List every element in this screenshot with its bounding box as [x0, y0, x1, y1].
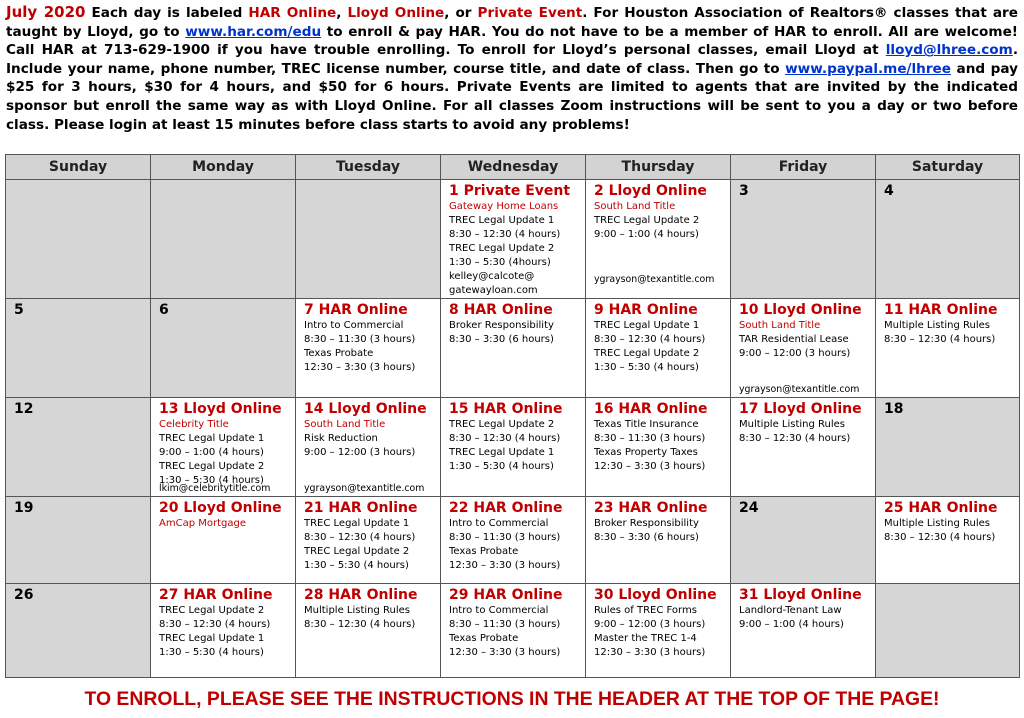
- day-cell-21[interactable]: [296, 497, 441, 584]
- day-line: 9:00 – 1:00 (4 hours): [159, 447, 264, 458]
- day-line: Multiple Listing Rules: [304, 605, 411, 616]
- day-line: Texas Probate: [304, 348, 374, 359]
- day-line: 8:30 – 3:30 (6 hours): [594, 532, 699, 543]
- day-line: Risk Reduction: [304, 433, 378, 444]
- day-cell-22[interactable]: [441, 497, 586, 584]
- day-cell-13[interactable]: [151, 398, 296, 497]
- paypal-link[interactable]: www.paypal.me/lhree: [785, 60, 951, 77]
- day-line: 9:00 – 12:00 (3 hours): [304, 447, 416, 458]
- weekday-monday: Monday: [151, 155, 296, 180]
- day-cell-8[interactable]: [441, 299, 586, 398]
- day-line: Intro to Commercial: [449, 518, 549, 529]
- weekday-thursday: Thursday: [586, 155, 731, 180]
- day-line: Texas Title Insurance: [594, 419, 699, 430]
- day-email: ygrayson@texantitle.com: [594, 274, 715, 285]
- day-line: 8:30 – 12:30 (4 hours): [884, 532, 996, 543]
- day-cell-1[interactable]: [441, 180, 586, 299]
- day-title: 30 Lloyd Online: [594, 587, 717, 603]
- day-cell-10[interactable]: [731, 299, 876, 398]
- day-cell-empty: [151, 180, 296, 299]
- day-title: 7 HAR Online: [304, 302, 408, 318]
- day-line: TREC Legal Update 2: [159, 605, 265, 616]
- day-line: 8:30 – 11:30 (3 hours): [304, 334, 416, 345]
- day-line: Intro to Commercial: [304, 320, 404, 331]
- day-title: 9 HAR Online: [594, 302, 698, 318]
- day-cell-12: [6, 398, 151, 497]
- day-line: 8:30 – 12:30 (4 hours): [739, 433, 851, 444]
- day-line: 1:30 – 5:30 (4 hours): [304, 560, 409, 571]
- day-cell-24: [731, 497, 876, 584]
- day-line: 8:30 – 12:30 (4 hours): [884, 334, 996, 345]
- day-line: 8:30 – 11:30 (3 hours): [449, 619, 561, 630]
- header-text: to enroll & pay HAR. You do not have to be a member of HAR to enroll. All are welcome! Call HAR at 713-629-1900 if you have trouble enrolling. To enroll for Lloyd’s personal classes, email Lloyd at: [6, 23, 1018, 59]
- day-cell-26: [6, 584, 151, 678]
- label-private-event: Private Event: [477, 5, 583, 21]
- day-line: 8:30 – 12:30 (4 hours): [304, 532, 416, 543]
- day-sponsor: South Land Title: [594, 201, 676, 212]
- day-title: 3: [739, 183, 749, 199]
- weekday-sunday: Sunday: [6, 155, 151, 180]
- day-title: 18: [884, 401, 904, 417]
- day-title: 29 HAR Online: [449, 587, 563, 603]
- day-line: TREC Legal Update 1: [449, 215, 555, 226]
- week-row-2: [6, 299, 1020, 398]
- instructions-header: [6, 3, 1018, 151]
- day-sponsor: South Land Title: [304, 419, 386, 430]
- day-cell-18: [876, 398, 1020, 497]
- day-title: 12: [14, 401, 34, 417]
- day-title: 31 Lloyd Online: [739, 587, 862, 603]
- day-title: 6: [159, 302, 169, 318]
- day-cell-4: [876, 180, 1020, 299]
- day-line: Intro to Commercial: [449, 605, 549, 616]
- day-cell-2[interactable]: [586, 180, 731, 299]
- day-line: 8:30 – 12:30 (4 hours): [449, 229, 561, 240]
- day-line: 12:30 – 3:30 (3 hours): [449, 647, 561, 658]
- day-line: 9:00 – 12:00 (3 hours): [594, 619, 706, 630]
- day-line: TREC Legal Update 1: [594, 320, 700, 331]
- header-text: ,: [336, 5, 348, 21]
- day-title: 26: [14, 587, 34, 603]
- weekday-saturday: Saturday: [876, 155, 1020, 180]
- day-line: TREC Legal Update 2: [449, 243, 555, 254]
- day-title: 14 Lloyd Online: [304, 401, 427, 417]
- day-line: 12:30 – 3:30 (3 hours): [449, 560, 561, 571]
- day-title: 13 Lloyd Online: [159, 401, 282, 417]
- day-line: Texas Property Taxes: [594, 447, 698, 458]
- day-line: TREC Legal Update 1: [159, 633, 265, 644]
- day-title: 2 Lloyd Online: [594, 183, 707, 199]
- day-title: 17 Lloyd Online: [739, 401, 862, 417]
- day-line: TREC Legal Update 1: [159, 433, 265, 444]
- day-sponsor: Celebrity Title: [159, 419, 229, 430]
- day-line: 9:00 – 12:00 (3 hours): [739, 348, 851, 359]
- day-cell-31[interactable]: [731, 584, 876, 678]
- lloyd-email-link[interactable]: lloyd@lhree.com: [885, 42, 1013, 59]
- day-line: TREC Legal Update 1: [304, 518, 410, 529]
- day-email: ygrayson@texantitle.com: [739, 384, 860, 395]
- header-text: and pay $25 for 3 hours, $30 for 4 hours, and $50 for 6 hours. Private Events are limited to agents that are invited by the indicated sponsor but enroll the same way as with Lloyd Online. For all classes Zoom instructions will be sent to you a day or two before class. Please login at least 15 minutes before class starts to avoid any problems!: [6, 60, 1018, 133]
- day-email: ygrayson@texantitle.com: [304, 483, 425, 494]
- day-cell-28[interactable]: [296, 584, 441, 678]
- day-line: TREC Legal Update 2: [304, 546, 410, 557]
- header-text: . For Houston Association of Realtors® classes that are taught by Lloyd, go to: [6, 5, 1018, 40]
- enroll-footer: TO ENROLL, PLEASE SEE THE INSTRUCTIONS IN THE HEADER AT THE TOP OF THE PAGE!: [84, 688, 940, 710]
- day-title: 22 HAR Online: [449, 500, 563, 516]
- day-line: 9:00 – 1:00 (4 hours): [594, 229, 699, 240]
- day-cell-16[interactable]: [586, 398, 731, 497]
- day-line: 1:30 – 5:30 (4 hours): [159, 647, 264, 658]
- day-cell-empty: [6, 180, 151, 299]
- day-line: Broker Responsibility: [594, 518, 699, 529]
- day-cell-23[interactable]: [586, 497, 731, 584]
- day-title: 21 HAR Online: [304, 500, 418, 516]
- day-email: lkim@celebritytitle.com: [159, 483, 271, 494]
- day-title: 5: [14, 302, 24, 318]
- day-line: gatewayloan.com: [449, 285, 538, 296]
- day-line: TREC Legal Update 1: [449, 447, 555, 458]
- day-cell-30[interactable]: [586, 584, 731, 678]
- har-edu-link[interactable]: www.har.com/edu: [185, 23, 322, 40]
- day-title: 27 HAR Online: [159, 587, 273, 603]
- day-line: Texas Probate: [449, 633, 519, 644]
- day-cell-14[interactable]: [296, 398, 441, 497]
- day-cell-27[interactable]: [151, 584, 296, 678]
- day-line: Rules of TREC Forms: [594, 605, 697, 616]
- day-title: 25 HAR Online: [884, 500, 998, 516]
- day-line: TREC Legal Update 2: [594, 215, 700, 226]
- day-cell-19: [6, 497, 151, 584]
- header-text: , or: [444, 5, 478, 21]
- day-line: Multiple Listing Rules: [739, 419, 846, 430]
- day-cell-empty: [296, 180, 441, 299]
- day-cell-15[interactable]: [441, 398, 586, 497]
- day-cell-20[interactable]: [151, 497, 296, 584]
- calendar-table: [5, 154, 1020, 678]
- week-row-5: [6, 584, 1020, 678]
- day-line: 8:30 – 11:30 (3 hours): [449, 532, 561, 543]
- day-line: TREC Legal Update 2: [449, 419, 555, 430]
- day-title: 20 Lloyd Online: [159, 500, 282, 516]
- day-line: TREC Legal Update 2: [159, 461, 265, 472]
- day-cell-11[interactable]: [876, 299, 1020, 398]
- day-line: 9:00 – 1:00 (4 hours): [739, 619, 844, 630]
- day-line: 12:30 – 3:30 (3 hours): [304, 362, 416, 373]
- day-line: 12:30 – 3:30 (3 hours): [594, 461, 706, 472]
- day-title: 8 HAR Online: [449, 302, 553, 318]
- day-title: 11 HAR Online: [884, 302, 998, 318]
- day-cell-9[interactable]: [586, 299, 731, 398]
- week-row-3: [6, 398, 1020, 497]
- day-line: 1:30 – 5:30 (4 hours): [594, 362, 699, 373]
- day-line: Master the TREC 1-4: [594, 633, 697, 644]
- week-row-1: [6, 180, 1020, 299]
- month-title: July 2020: [6, 3, 86, 21]
- day-line: 12:30 – 3:30 (3 hours): [594, 647, 706, 658]
- day-line: Broker Responsibility: [449, 320, 554, 331]
- label-lloyd-online: Lloyd Online: [347, 5, 445, 21]
- day-line: 8:30 – 12:30 (4 hours): [449, 433, 561, 444]
- weekday-friday: Friday: [731, 155, 876, 180]
- day-title: 23 HAR Online: [594, 500, 708, 516]
- day-line: TAR Residential Lease: [739, 334, 849, 345]
- day-line: 8:30 – 12:30 (4 hours): [159, 619, 271, 630]
- day-title: 1 Private Event: [449, 183, 571, 199]
- day-line: Texas Probate: [449, 546, 519, 557]
- label-har-online: HAR Online: [248, 5, 337, 21]
- header-text: . Include your name, phone number, TREC license number, course title, and date of class. Then go to: [6, 42, 1018, 77]
- day-line: 1:30 – 5:30 (4 hours): [159, 475, 264, 486]
- header-text: Each day is labeled: [85, 5, 249, 21]
- day-line: Multiple Listing Rules: [884, 320, 991, 331]
- day-sponsor: South Land Title: [739, 320, 821, 331]
- day-sponsor: AmCap Mortgage: [159, 518, 246, 529]
- day-line: Landlord-Tenant Law: [739, 605, 842, 616]
- day-title: 4: [884, 183, 894, 199]
- day-line: 1:30 – 5:30 (4hours): [449, 257, 551, 268]
- day-title: 10 Lloyd Online: [739, 302, 862, 318]
- day-title: 24: [739, 500, 759, 516]
- day-cell-3: [731, 180, 876, 299]
- day-line: 8:30 – 12:30 (4 hours): [304, 619, 416, 630]
- weekday-header-row: [6, 155, 1020, 180]
- day-cell-7[interactable]: [296, 299, 441, 398]
- day-title: 15 HAR Online: [449, 401, 563, 417]
- day-cell-17[interactable]: [731, 398, 876, 497]
- day-line: kelley@calcote@: [449, 271, 535, 282]
- day-title: 19: [14, 500, 34, 516]
- weekday-wednesday: Wednesday: [441, 155, 586, 180]
- day-line: 8:30 – 12:30 (4 hours): [594, 334, 706, 345]
- week-row-4: [6, 497, 1020, 584]
- day-cell-5: [6, 299, 151, 398]
- day-line: 1:30 – 5:30 (4 hours): [449, 461, 554, 472]
- weekday-tuesday: Tuesday: [296, 155, 441, 180]
- day-sponsor: Gateway Home Loans: [449, 201, 559, 212]
- day-line: Multiple Listing Rules: [884, 518, 991, 529]
- day-line: 8:30 – 11:30 (3 hours): [594, 433, 706, 444]
- day-cell-empty: [876, 584, 1020, 678]
- day-line: 8:30 – 3:30 (6 hours): [449, 334, 554, 345]
- day-cell-29[interactable]: [441, 584, 586, 678]
- day-cell-6: [151, 299, 296, 398]
- day-cell-25[interactable]: [876, 497, 1020, 584]
- day-title: 16 HAR Online: [594, 401, 708, 417]
- day-line: TREC Legal Update 2: [594, 348, 700, 359]
- day-title: 28 HAR Online: [304, 587, 418, 603]
